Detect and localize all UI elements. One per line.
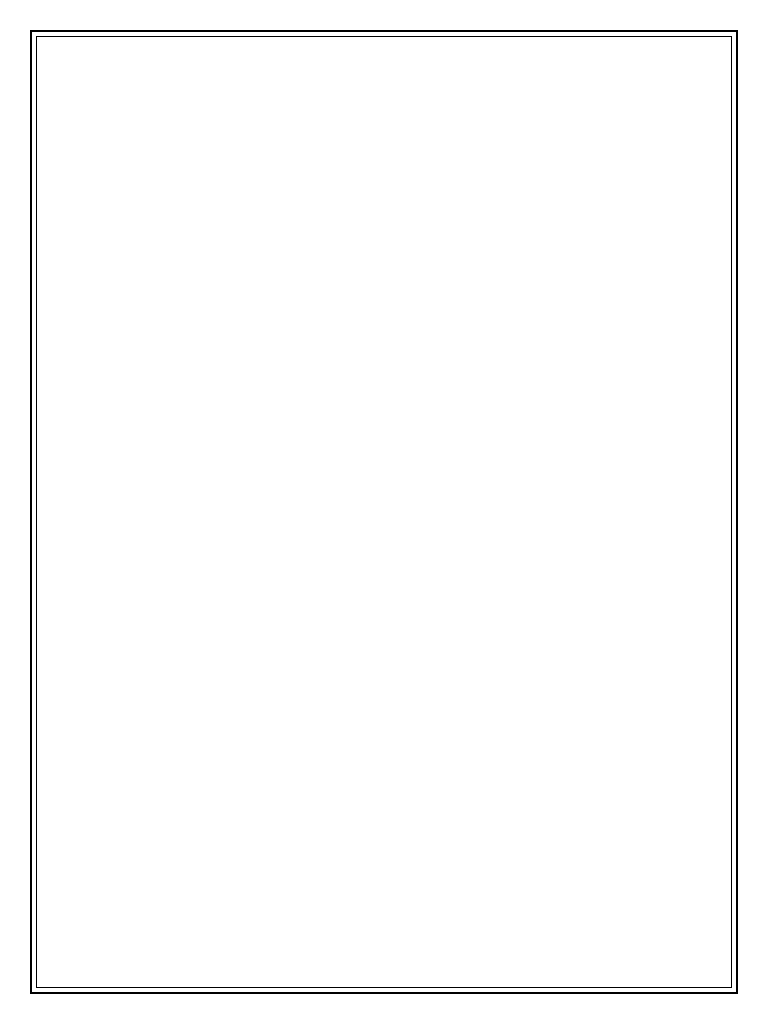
question-paper [47,40,727,112]
page-border-inner [36,36,732,988]
chapter-1-heading [47,78,727,95]
page-title [41,40,727,78]
chapter-2-heading [47,95,727,112]
